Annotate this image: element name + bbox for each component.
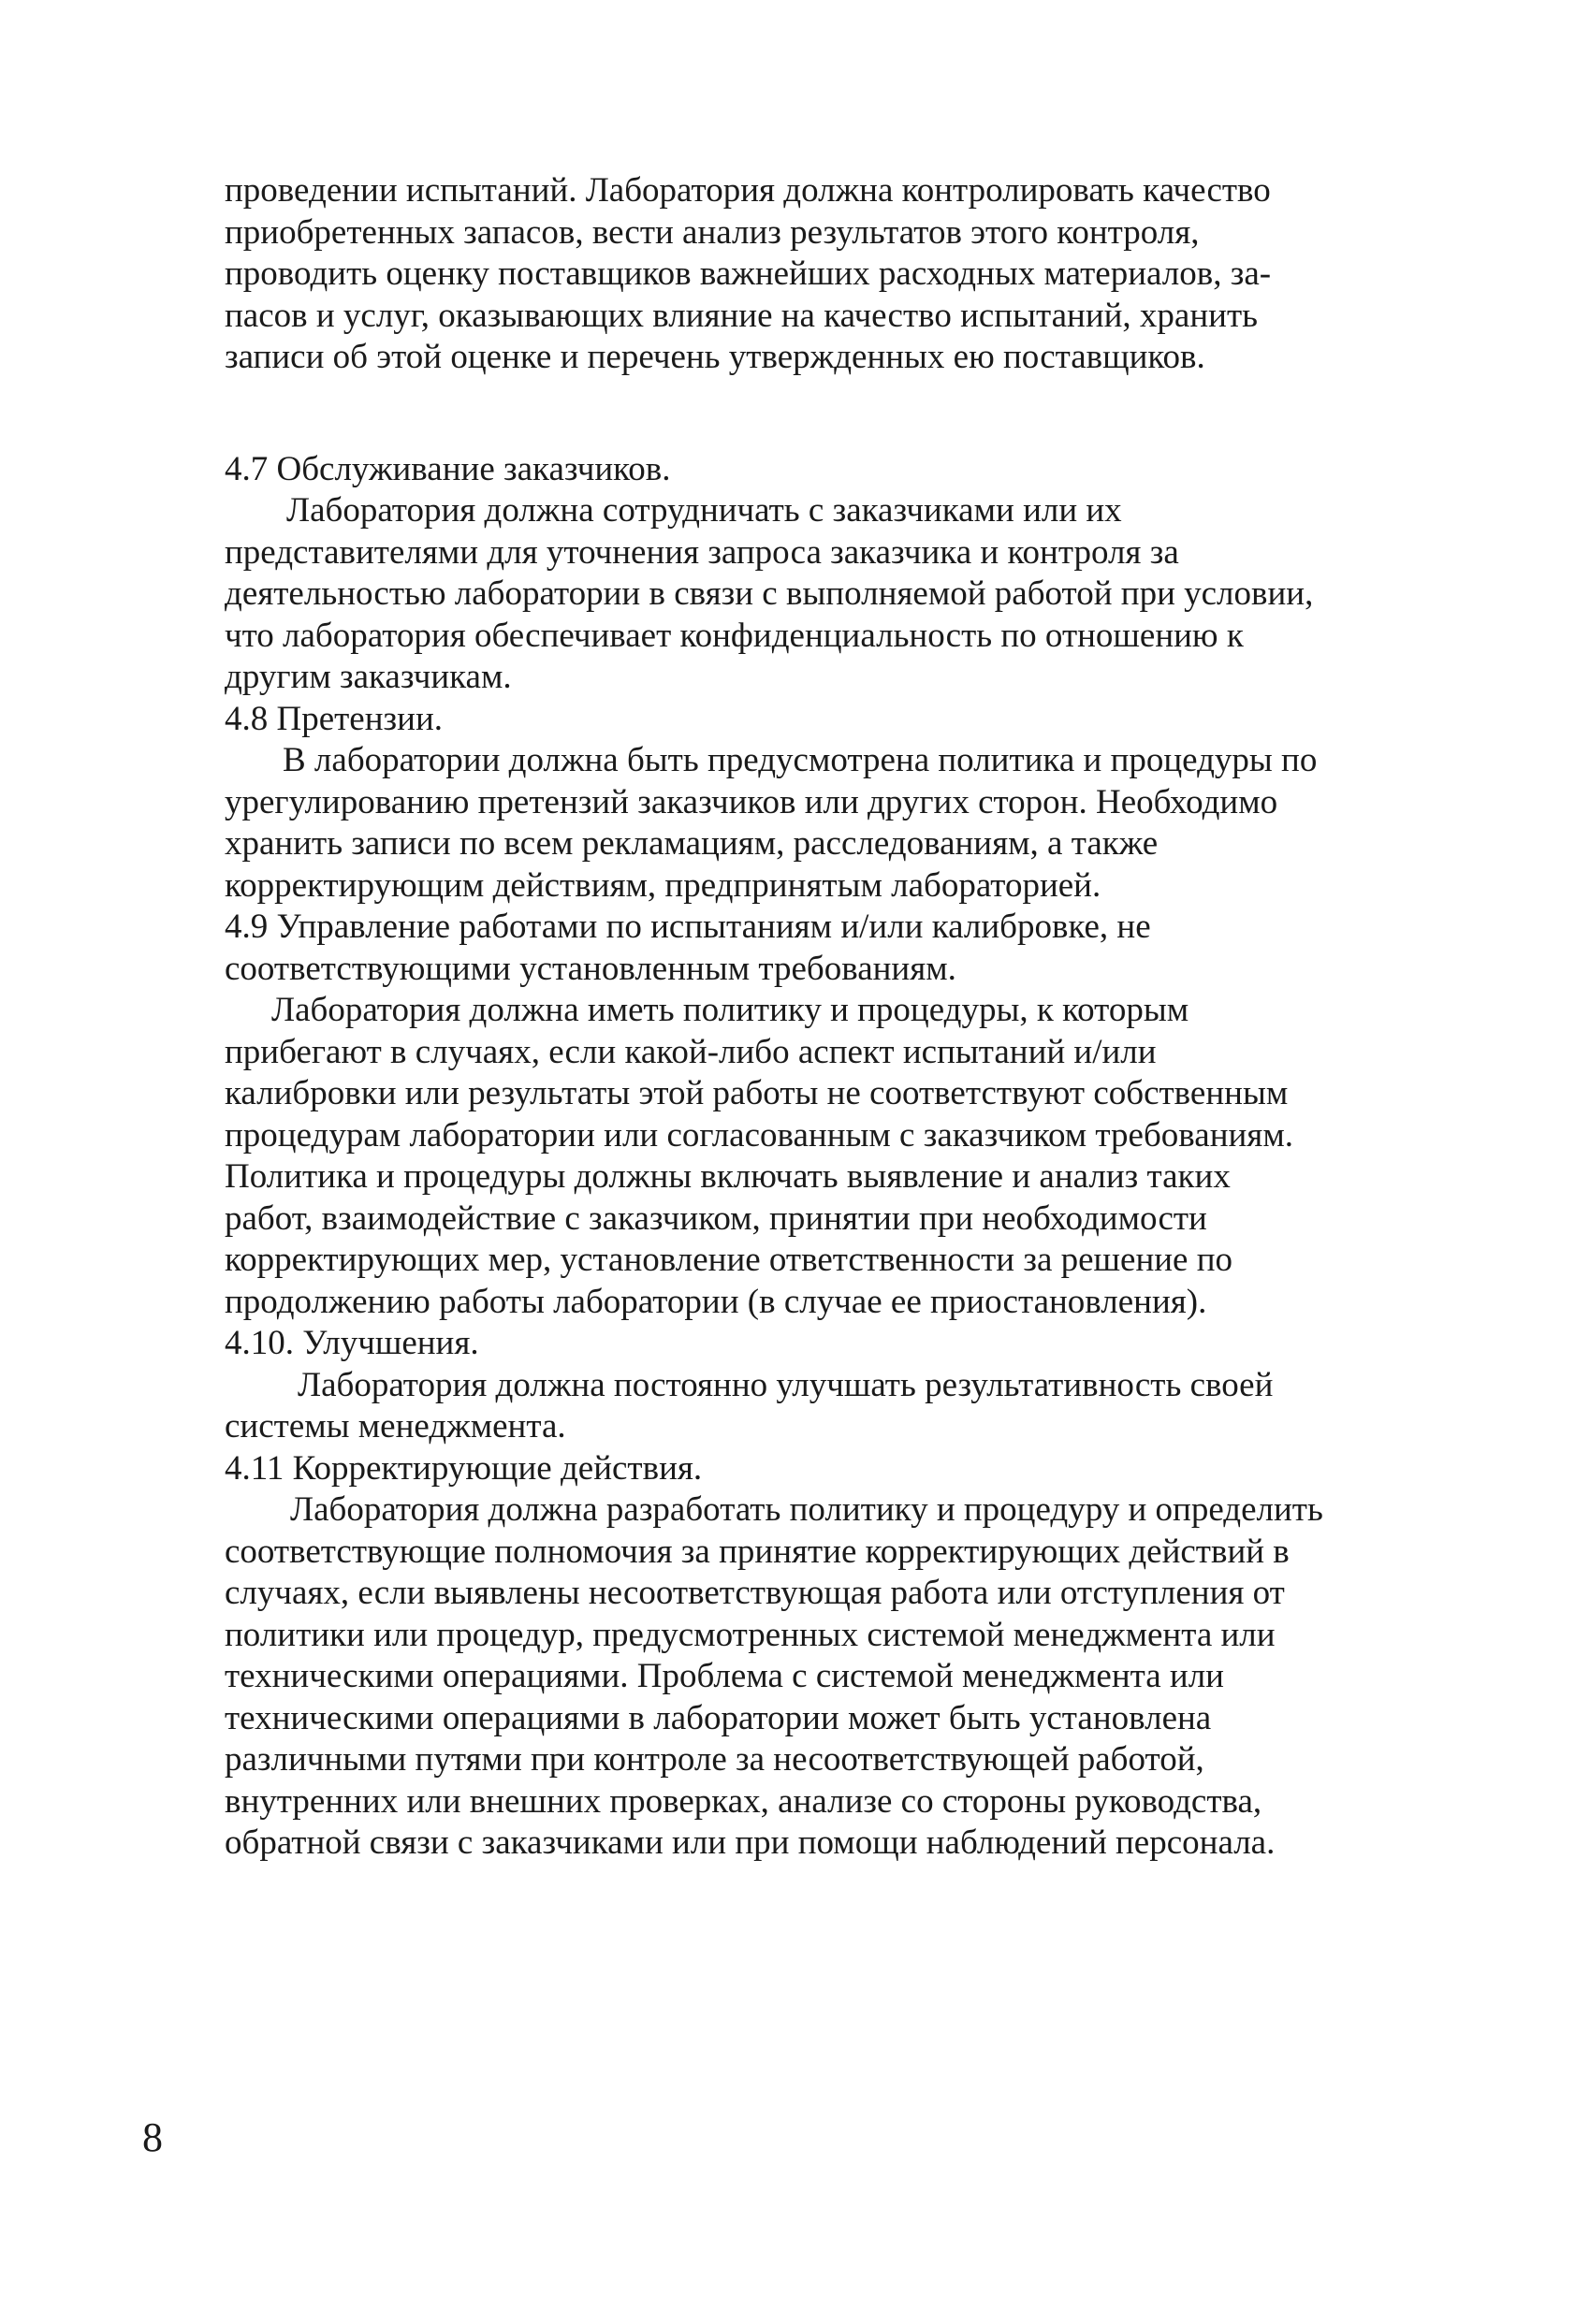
paragraph-line: внутренних или внешних проверках, анализе со стороны руководства, bbox=[225, 1781, 1262, 1821]
section-gap bbox=[225, 379, 1432, 449]
paragraph-line: техническими операциями в лаборатории может быть установлена bbox=[225, 1698, 1212, 1737]
section-heading: 4.10. Улучшения. bbox=[225, 1324, 479, 1362]
paragraph-line: Лаборатория должна иметь политику и процедуры, к которым bbox=[271, 991, 1189, 1029]
paragraph-line: другим заказчикам. bbox=[225, 658, 512, 696]
paragraph-line: работ, взаимодействие с заказчиком, принятии при необходимости bbox=[225, 1198, 1207, 1238]
paragraph-line: соответствующие полномочия за принятие корректирующих действий в bbox=[225, 1532, 1290, 1571]
paragraph-line: случаях, если выявлены несоответствующая работа или отступления от bbox=[225, 1574, 1285, 1612]
paragraph-line: корректирующим действиям, предпринятым лабораторией. bbox=[225, 865, 1101, 905]
paragraph-line: Лаборатория должна постоянно улучшать результативность своей bbox=[298, 1365, 1274, 1404]
paragraph-line: прибегают в случаях, если какой-либо аспект испытаний и/или bbox=[225, 1032, 1157, 1071]
paragraph-line: Лаборатория должна сотрудничать с заказчиками или их bbox=[286, 491, 1122, 530]
section-heading: 4.8 Претензии. bbox=[225, 699, 444, 738]
document-body bbox=[225, 170, 1432, 1865]
paragraph-line: политики или процедур, предусмотренных системой менеджмента или bbox=[225, 1615, 1276, 1654]
paragraph-line: хранить записи по всем рекламациям, расследованиям, а также bbox=[225, 824, 1159, 863]
section-heading: 4.11 Корректирующие действия. bbox=[225, 1448, 703, 1488]
paragraph-line: техническими операциями. Проблема с системой менеджмента или bbox=[225, 1657, 1224, 1695]
paragraph-line: проводить оценку поставщиков важнейших расходных материалов, за- bbox=[225, 254, 1272, 293]
paragraph-line: корректирующих мер, установление ответственности за решение по bbox=[225, 1241, 1233, 1279]
section-heading: 4.9 Управление работами по испытаниям и/или калибровке, не bbox=[225, 908, 1151, 946]
paragraph-line: урегулированию претензий заказчиков или других сторон. Необходимо bbox=[225, 782, 1278, 821]
paragraph-line: пасов и услуг, оказывающих влияние на качество испытаний, хранить bbox=[225, 296, 1258, 335]
paragraph-line: Политика и процедуры должны включать выявление и анализ таких bbox=[225, 1157, 1231, 1196]
paragraph-line: приобретенных запасов, вести анализ результатов этого контроля, bbox=[225, 212, 1200, 252]
paragraph-line: деятельностью лаборатории в связи с выполняемой работой при условии, bbox=[225, 574, 1314, 613]
paragraph-line: записи об этой оценке и перечень утвержденных ею поставщиков. bbox=[225, 338, 1205, 376]
paragraph-line: обратной связи с заказчиками или при помощи наблюдений персонала. bbox=[225, 1823, 1276, 1862]
paragraph-line: Лаборатория должна разработать политику и процедуру и определить bbox=[290, 1490, 1323, 1529]
paragraph-line: В лаборатории должна быть предусмотрена политика и процедуры по bbox=[283, 741, 1318, 779]
paragraph-line: системы менеджмента. bbox=[225, 1407, 566, 1445]
section-heading: 4.7 Обслуживание заказчиков. bbox=[225, 449, 671, 488]
page-number: 8 bbox=[142, 2114, 163, 2160]
paragraph-line: что лаборатория обеспечивает конфиденциальность по отношению к bbox=[225, 616, 1244, 655]
paragraph-line: процедурам лаборатории или согласованным с заказчиком требованиям. bbox=[225, 1115, 1293, 1155]
paragraph-line: представителями для уточнения запроса заказчика и контроля за bbox=[225, 532, 1179, 572]
paragraph-line: различными путями при контроле за несоответствующей работой, bbox=[225, 1740, 1204, 1779]
paragraph-line: проведении испытаний. Лаборатория должна контролировать качество bbox=[225, 171, 1271, 210]
paragraph-line: калибровки или результаты этой работы не соответствуют собственным bbox=[225, 1074, 1289, 1112]
paragraph-line: продолжению работы лаборатории (в случае ее приостановления). bbox=[225, 1282, 1207, 1321]
section-heading-continuation: соответствующими установленным требованиям. bbox=[225, 949, 956, 988]
